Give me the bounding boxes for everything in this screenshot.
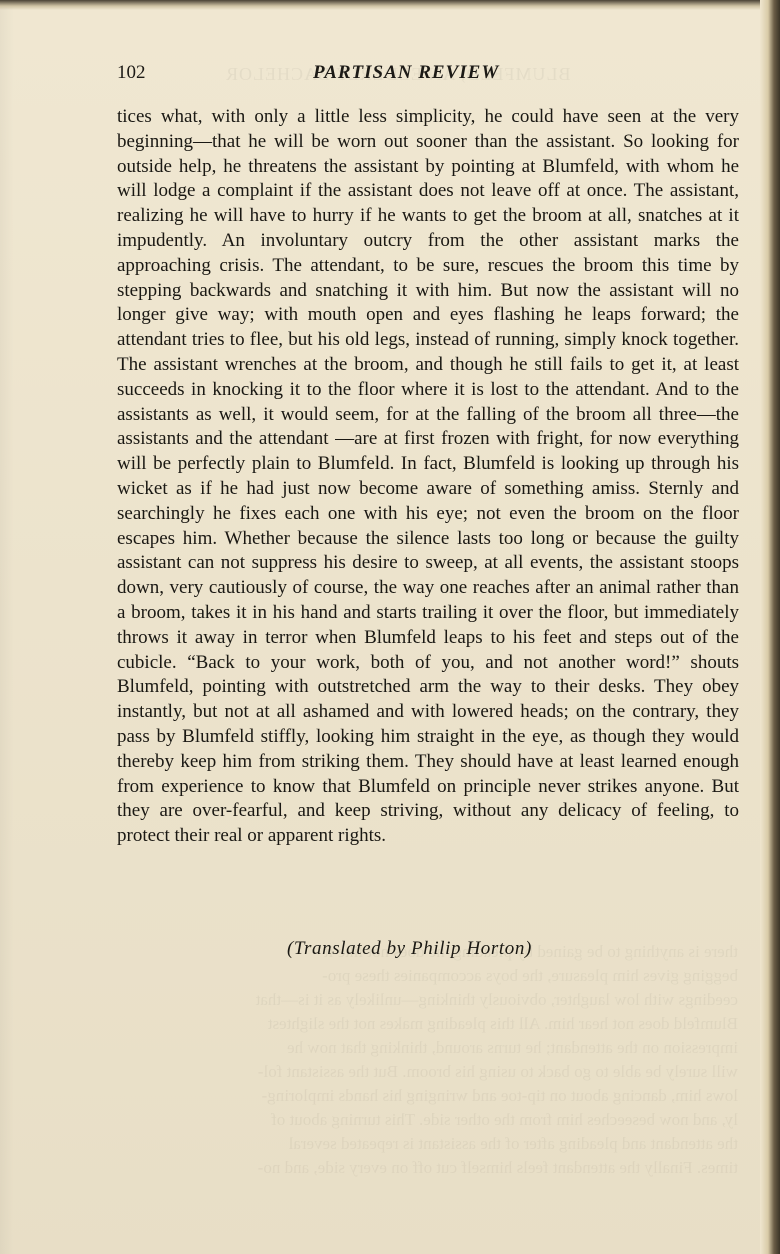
page-number: 102: [117, 62, 146, 83]
show-through-text: [108, 940, 738, 1180]
running-head: PARTISAN REVIEW: [313, 62, 500, 83]
translation-credit: (Translated by Philip Horton): [287, 938, 532, 959]
body-paragraph: tices what, with only a little less simplicity, he could have seen at the very beginning—that he will be worn out sooner than the assistant. So looking for outside help, he threatens the assistant by pointing at Blumfeld, with whom he will lodge a complaint if the assistant does not leave off at once. The assistant, realizing he will have to hurry if he wants to get the broom at all, snatches at it impudently. An involuntary outcry from the other assistant marks the approaching crisis. The attendant, to be sure, rescues the broom this time by stepping backwards and snatching it with him. But now the assistant will no longer give way; with mouth open and eyes flashing he leaps forward; the attendant tries to flee, but his old legs, instead of running, simply knock together. The assistant wrenches at the broom, and though he still fails to get it, at least succeeds in knocking it to the floor where it is lost to the attendant. And to the assistants as well, it would seem, for at the falling of the broom all three—the assistants and the attendant —are at first frozen with fright, for now everything will be perfectly plain to Blumfeld. In fact, Blumfeld is looking up through his wicket as if he had just now become aware of something amiss. Sternly and searchingly he fixes each one with his eye; not even the broom on the floor escapes him. Whether because the silence lasts too long or because the guilty assistant can not suppress his desire to sweep, at all events, the assistant stoops down, very cautiously of course, the way one reaches after an animal rather than a broom, takes it in his hand and starts trailing it over the floor, but immediately throws it away in terror when Blumfeld leaps to his feet and steps out of the cubicle. “Back to your work, both of you, and not another word!” shouts Blumfeld, pointing with outstretched arm the way to their desks. They obey instantly, but not at all ashamed and with lowered heads; on the contrary, they pass by Blumfeld stiffly, looking him straight in the eye, as though they would thereby keep him from striking them. They should have at least learned enough from experience to know that Blumfeld on principle never strikes anyone. But they are over-fearful, and keep striving, without any delicacy of feeling, to protect their real or apparent rights.: [117, 106, 739, 847]
page-top-edge: [0, 0, 780, 10]
page-right-edge: [760, 0, 780, 1254]
page-header: [117, 62, 739, 90]
